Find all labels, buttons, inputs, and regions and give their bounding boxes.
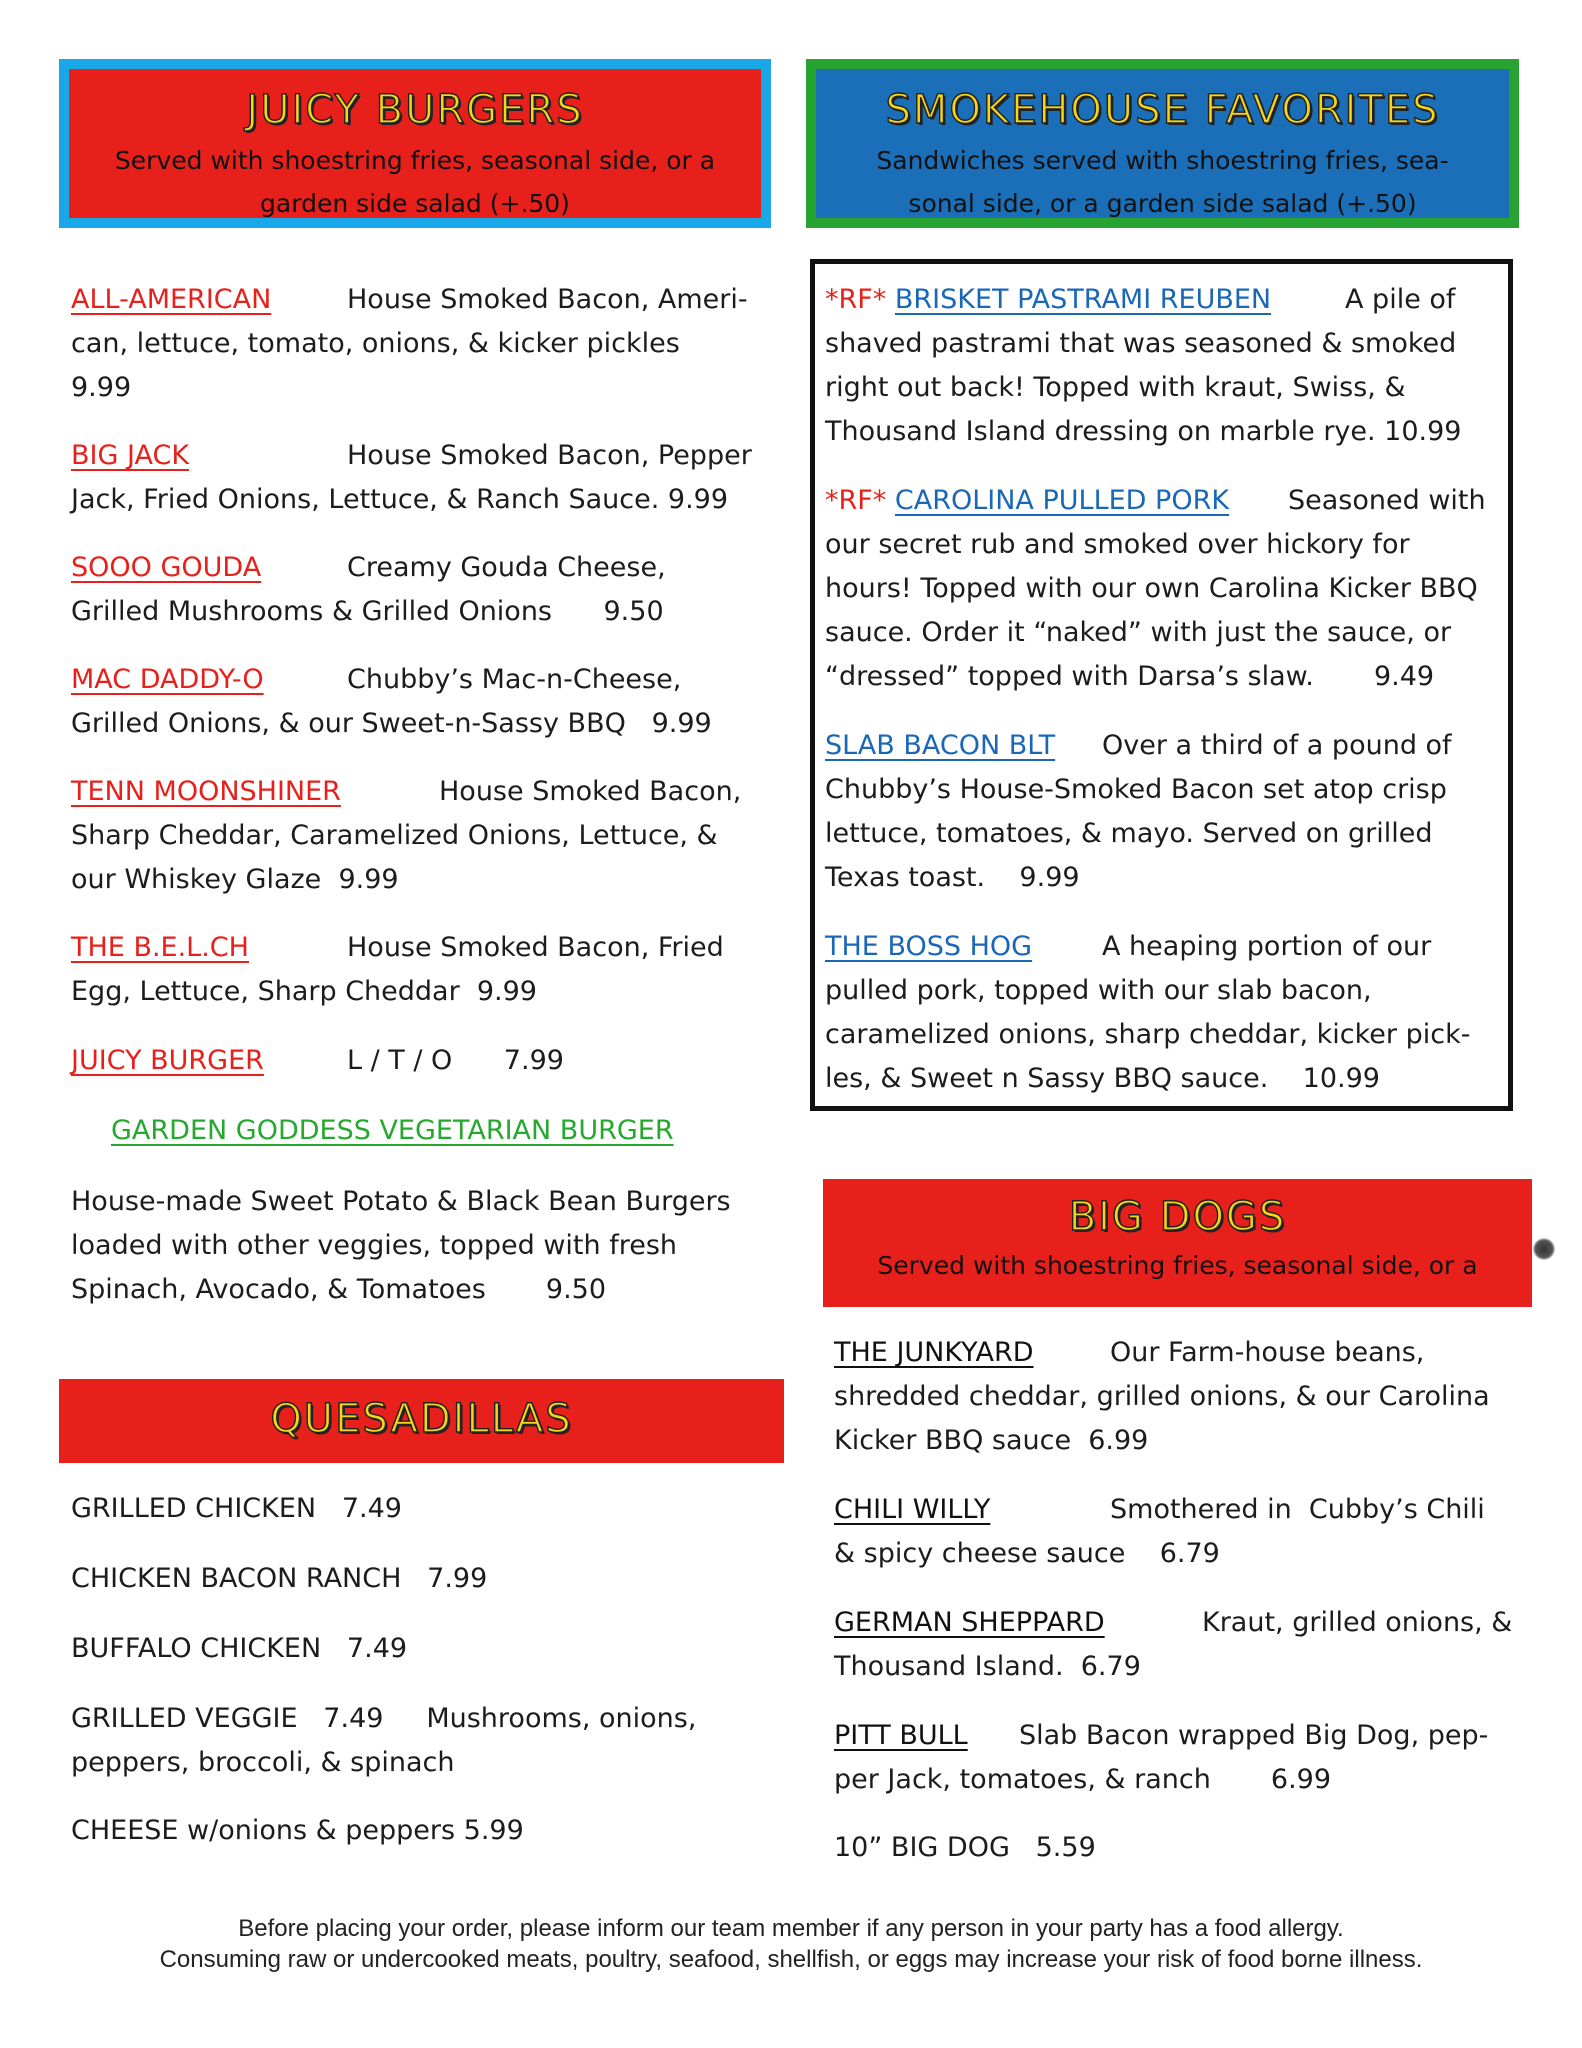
item-desc: A pile of shaved pastrami that was seasoned & smoked right out back! Topped with kraut, Swiss, & Thousand Island dressing on marble rye. 10.99 (825, 284, 1462, 447)
quesadillas-banner (59, 1379, 784, 1463)
item-name: CAROLINA PULLED PORK (894, 485, 1230, 516)
burger-item-tenn-moonshiner (71, 770, 771, 902)
smokehouse-banner (806, 59, 1519, 228)
burgers-banner (59, 59, 771, 228)
quesadilla-item: GRILLED VEGGIE 7.49 Mushrooms, onions, peppers, broccoli, & spinach (71, 1703, 697, 1778)
burgers-title: JUICY BURGERS (246, 87, 584, 133)
burger-item-mac-daddy-o (71, 658, 771, 746)
burgers-subtitle-1: Served with shoestring fries, seasonal side, or a (114, 146, 716, 175)
item-desc: A heaping portion of our pulled pork, topped with our slab bacon, caramelized onions, sharp cheddar, kicker pick- les, & Sweet n Sassy BBQ sauce. 10.99 (825, 931, 1471, 1094)
item-desc: House Smoked Bacon, Fried Egg, Lettuce, Sharp Cheddar 9.99 (71, 932, 724, 1007)
smokehouse-item-pulled-pork (825, 479, 1510, 699)
raw-food-notice: Consuming raw or undercooked meats, poultry, seafood, shellfish, or eggs may increase your risk of food borne illness. (159, 1946, 1423, 1973)
dogs-subtitle-1: Served with shoestring fries, seasonal side, or a (877, 1251, 1478, 1280)
item-name: SOOO GOUDA (71, 552, 262, 583)
smokehouse-item-boss-hog (825, 925, 1510, 1101)
smokehouse-subtitle-2: sonal side, or a garden side salad (+.50) (908, 189, 1417, 218)
dog-item-10-big-dog: 10” BIG DOG 5.59 (834, 1832, 1096, 1863)
item-name: THE JUNKYARD (834, 1337, 1034, 1368)
item-name: SLAB BACON BLT (825, 730, 1056, 761)
burger-item-big-jack (71, 434, 771, 522)
item-name: THE BOSS HOG (825, 931, 1033, 962)
item-desc: Smothered in Cubby’s Chili & spicy cheese sauce 6.79 (834, 1494, 1485, 1569)
item-desc: Slab Bacon wrapped Big Dog, pep- per Jack, tomatoes, & ranch 6.99 (834, 1720, 1489, 1795)
item-desc: Creamy Gouda Cheese, Grilled Mushrooms & Grilled Onions 9.50 (71, 552, 666, 627)
item-name: MAC DADDY-O (71, 664, 264, 695)
dogs-title: BIG DOGS (1068, 1194, 1287, 1240)
item-desc: Our Farm-house beans, shredded cheddar, grilled onions, & our Carolina Kicker BBQ sauce 6.99 (834, 1337, 1490, 1456)
rf-tag: *RF* (825, 485, 887, 516)
quesadilla-item: CHICKEN BACON RANCH 7.99 (71, 1563, 488, 1594)
item-desc: Seasoned with our secret rub and smoked over hickory for hours! Topped with our own Carolina Kicker BBQ sauce. Order it “naked” with just the sauce, or “dressed” topped with Darsa’s slaw. 9.49 (825, 485, 1486, 692)
item-name: PITT BULL (834, 1720, 968, 1751)
item-desc: House Smoked Bacon, Ameri- can, lettuce, tomato, onions, & kicker pickles 9.99 (71, 284, 748, 403)
item-name: THE B.E.L.CH (71, 932, 249, 963)
dog-item-german-sheppard (834, 1601, 1524, 1689)
item-name: JUICY BURGER (71, 1045, 264, 1076)
burger-item-juicy-burger (71, 1039, 771, 1083)
item-name: ALL-AMERICAN (71, 284, 272, 315)
burger-item-all-american (71, 278, 771, 410)
quesadilla-item: BUFFALO CHICKEN 7.49 (71, 1633, 408, 1664)
smokehouse-item-blt (825, 724, 1510, 900)
smokehouse-item-reuben (825, 278, 1510, 454)
dog-item-pitt-bull (834, 1714, 1524, 1802)
item-desc: Kraut, grilled onions, & Thousand Island. 6.79 (834, 1607, 1513, 1682)
quesadillas-title: QUESADILLAS (270, 1396, 573, 1442)
item-name: BIG JACK (71, 440, 190, 471)
item-desc: House Smoked Bacon, Pepper Jack, Fried Onions, Lettuce, & Ranch Sauce. 9.99 (71, 440, 752, 515)
smokehouse-subtitle-1: Sandwiches served with shoestring fries, sea- (876, 146, 1449, 175)
item-name: TENN MOONSHINER (71, 776, 341, 807)
dog-item-chili-willy (834, 1488, 1524, 1576)
burger-item-sooo-gouda (71, 546, 771, 634)
item-name: CHILI WILLY (834, 1494, 991, 1525)
rf-tag: *RF* (825, 284, 887, 315)
dog-item-junkyard (834, 1331, 1524, 1463)
quesadilla-item: GRILLED CHICKEN 7.49 (71, 1493, 402, 1524)
item-desc: L / T / O 7.99 (347, 1045, 564, 1076)
item-desc: House Smoked Bacon, Sharp Cheddar, Caramelized Onions, Lettuce, & our Whiskey Glaze 9.99 (71, 776, 742, 895)
burgers-subtitle-2: garden side salad (+.50) (260, 189, 570, 218)
veg-burger-title: GARDEN GODDESS VEGETARIAN BURGER (111, 1115, 674, 1146)
item-name: BRISKET PASTRAMI REUBEN (894, 284, 1272, 315)
item-name: GERMAN SHEPPARD (834, 1607, 1105, 1638)
item-desc: Chubby’s Mac-n-Cheese, Grilled Onions, & our Sweet-n-Sassy BBQ 9.99 (71, 664, 712, 739)
item-desc: Over a third of a pound of Chubby’s House-Smoked Bacon set atop crisp lettuce, tomatoes, & mayo. Served on grilled Texas toast. 9.99 (825, 730, 1452, 893)
dogs-banner (823, 1179, 1532, 1307)
stray-dot-mark (1533, 1238, 1555, 1260)
quesadilla-item: CHEESE w/onions & peppers 5.99 (71, 1815, 524, 1846)
smokehouse-title: SMOKEHOUSE FAVORITES (885, 87, 1440, 133)
allergy-notice: Before placing your order, please inform our team member if any person in your party has a food allergy. (238, 1915, 1344, 1942)
veg-burger-desc: House-made Sweet Potato & Black Bean Burgers loaded with other veggies, topped with fresh Spinach, Avocado, & Tomatoes 9.50 (71, 1186, 731, 1305)
burger-item-the-belch (71, 926, 771, 1014)
